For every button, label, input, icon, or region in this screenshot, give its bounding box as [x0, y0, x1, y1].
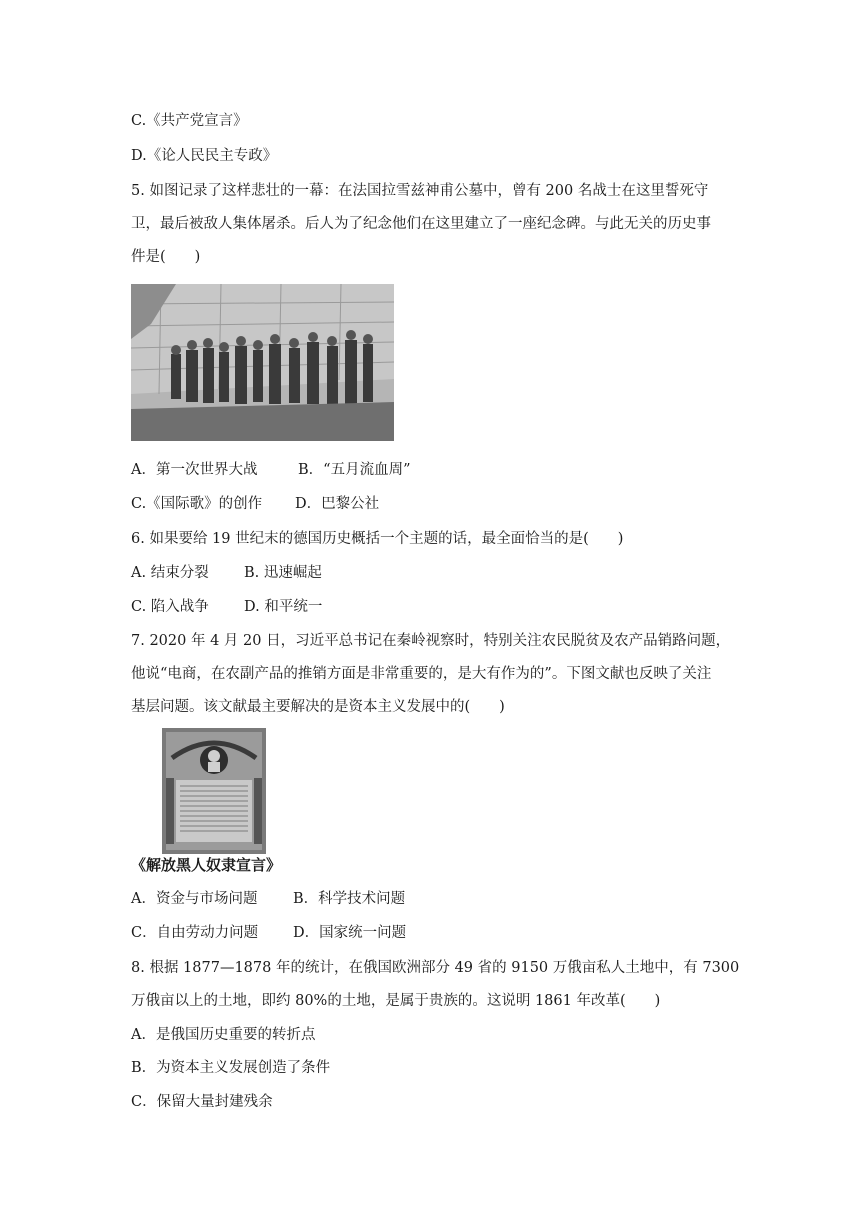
q5-stem-line1: 5. 如图记录了这样悲壮的一幕：在法国拉雪兹神甫公墓中，曾有 200 名战士在这里誓死守 — [131, 183, 709, 199]
q8-option-c[interactable]: C．保留大量封建残余 — [131, 1094, 273, 1110]
q8-option-b[interactable]: B．为资本主义发展创造了条件 — [131, 1060, 331, 1076]
q7-stem-line3: 基层问题。该文献最主要解决的是资本主义发展中的( ) — [131, 699, 505, 715]
q5-option-c[interactable]: C.《国际歌》的创作 — [131, 496, 263, 512]
q8-stem-line1: 8. 根据 1877—1878 年的统计，在俄国欧洲部分 49 省的 9150 万俄亩私人土地中，有 7300 — [131, 960, 740, 976]
image-caption: 《解放黑人奴隶宣言》 — [131, 856, 282, 874]
q8-option-a[interactable]: A．是俄国历史重要的转折点 — [131, 1027, 316, 1043]
q5-option-a[interactable]: A．第一次世界大战 — [131, 462, 258, 478]
q5-option-b[interactable]: B．“五月流血周” — [298, 462, 411, 478]
q7-stem-line1: 7. 2020 年 4 月 20 日，习近平总书记在秦岭视察时，特别关注农民脱贫及农产品销路问题， — [131, 633, 731, 649]
q8-stem-line2: 万俄亩以上的土地，即约 80%的土地，是属于贵族的。这说明 1861 年改革( ) — [131, 993, 661, 1009]
q7-option-d[interactable]: D．国家统一问题 — [293, 925, 407, 941]
q7-option-a[interactable]: A．资金与市场问题 — [131, 891, 258, 907]
q6-option-b[interactable]: B. 迅速崛起 — [244, 565, 322, 581]
q5-stem-line3: 件是( ) — [131, 249, 201, 265]
wall-execution-image — [131, 284, 394, 441]
option-d-prev: D.《论人民民主专政》 — [131, 148, 278, 164]
q7-option-c[interactable]: C．自由劳动力问题 — [131, 925, 259, 941]
q5-option-d[interactable]: D．巴黎公社 — [295, 496, 380, 512]
emancipation-proclamation-image — [162, 728, 266, 854]
q7-option-b[interactable]: B．科学技术问题 — [293, 891, 406, 907]
q6-stem: 6. 如果要给 19 世纪末的德国历史概括一个主题的话，最全面恰当的是( ) — [131, 531, 624, 547]
q6-option-c[interactable]: C. 陷入战争 — [131, 599, 209, 615]
option-c-prev: C.《共产党宣言》 — [131, 113, 248, 129]
q7-stem-line2: 他说“电商，在农副产品的推销方面是非常重要的，是大有作为的”。下图文献也反映了关注 — [131, 666, 712, 682]
q6-option-d[interactable]: D. 和平统一 — [244, 599, 323, 615]
q6-option-a[interactable]: A. 结束分裂 — [131, 565, 209, 581]
q5-stem-line2: 卫，最后被敌人集体屠杀。后人为了纪念他们在这里建立了一座纪念碑。与此无关的历史事 — [131, 216, 711, 232]
